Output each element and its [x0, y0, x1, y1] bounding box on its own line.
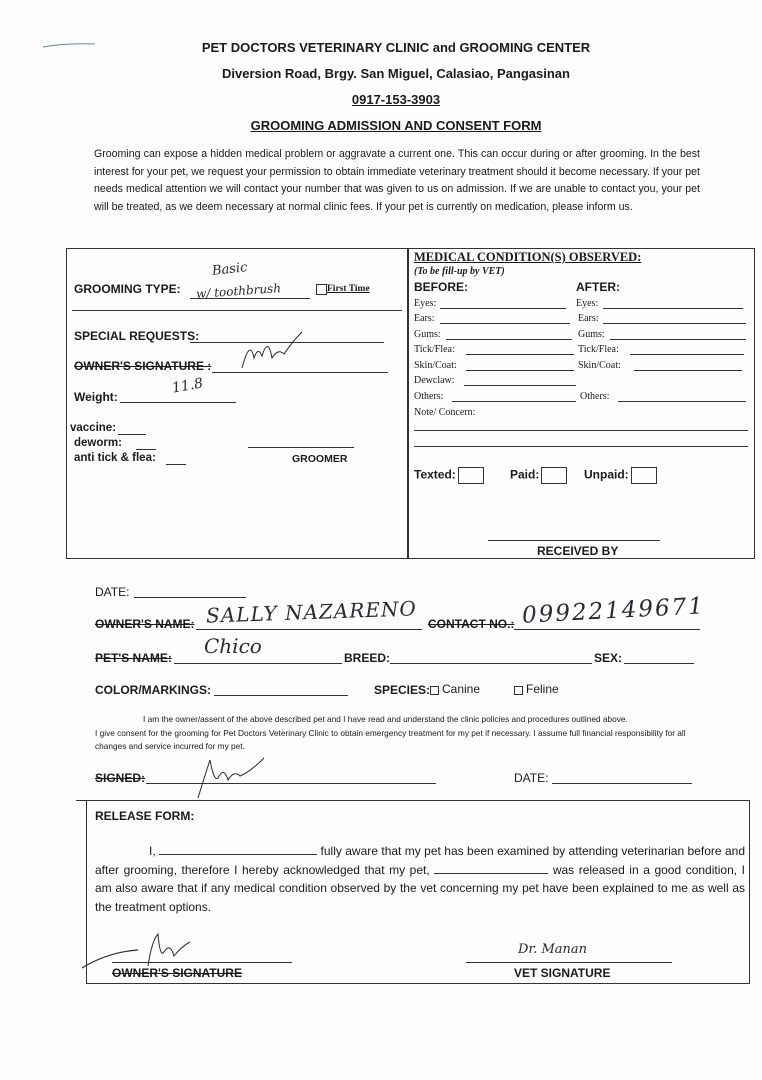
color-line[interactable]: [214, 695, 348, 696]
before-eyes-label: Eyes:: [414, 298, 437, 309]
vet-sig-line[interactable]: [466, 962, 672, 963]
received-by-line[interactable]: [488, 540, 660, 541]
after-skin-label: Skin/Coat:: [578, 360, 621, 371]
signed-label: SIGNED:: [95, 771, 146, 785]
contact-value[interactable]: 09922149671: [521, 593, 706, 629]
feline-label: Feline: [526, 682, 559, 696]
release-title: RELEASE FORM:: [95, 809, 195, 823]
after-ears-label: Ears:: [578, 313, 599, 324]
after-tick-line[interactable]: [630, 354, 744, 355]
deworm-line[interactable]: [136, 449, 156, 450]
vaccine-label: vaccine:: [70, 422, 117, 434]
grooming-type-value-2[interactable]: w/ toothbrush: [195, 281, 282, 301]
after-eyes-line[interactable]: [603, 308, 743, 309]
grooming-type-label: GROOMING TYPE:: [74, 282, 181, 296]
first-time-checkbox[interactable]: [316, 284, 327, 295]
anti-tick-line[interactable]: [166, 464, 186, 465]
vaccine-line[interactable]: [118, 434, 146, 435]
breed-line[interactable]: [390, 663, 592, 664]
date2-line[interactable]: [552, 783, 692, 784]
unpaid-checkbox[interactable]: [631, 467, 657, 484]
after-tick-label: Tick/Flea:: [578, 344, 619, 355]
groomer-line[interactable]: [248, 447, 354, 448]
signed-line[interactable]: [146, 783, 436, 784]
after-others-line[interactable]: [618, 401, 746, 402]
owner-name-label: OWNER'S NAME:: [95, 617, 195, 631]
anti-tick-label: anti tick & flea:: [74, 452, 156, 464]
before-dewclaw-label: Dewclaw:: [414, 375, 455, 386]
feline-checkbox[interactable]: [514, 686, 523, 695]
medical-title: MEDICAL CONDITION(S) OBSERVED:: [414, 250, 642, 264]
first-time-label: First Time: [327, 284, 370, 294]
intro-paragraph: Grooming can expose a hidden medical problem or aggravate a current one. This can occur during or after grooming. In the best interest for your pet, we request your permission to obtain immediate veterinary treatment should it become necessary. If your pet needs medical attention we will contact your number that was given to us on admission. If we are unable to contact you, your pet will be treated, as we deem necessary at normal clinic fees. If your pet is currently on medication, please inform us.: [94, 148, 700, 213]
after-skin-line[interactable]: [634, 370, 742, 371]
before-gums-label: Gums:: [414, 329, 441, 340]
texted-label: Texted:: [414, 467, 484, 484]
note-line-1[interactable]: [414, 430, 748, 431]
before-dewclaw-line[interactable]: [464, 385, 576, 386]
clinic-address: Diversion Road, Brgy. San Miguel, Calasiao, Pangasinan: [222, 66, 570, 81]
after-ears-line[interactable]: [603, 323, 746, 324]
before-label: BEFORE:: [414, 280, 468, 294]
after-eyes-label: Eyes:: [576, 298, 599, 309]
canine-label: Canine: [442, 682, 481, 696]
owner-signature-scribble: [232, 328, 312, 378]
before-others-line[interactable]: [452, 401, 576, 402]
groomer-label: GROOMER: [292, 453, 348, 465]
after-gums-line[interactable]: [610, 339, 746, 340]
special-requests-label: SPECIAL REQUESTS:: [74, 329, 200, 343]
form-title: GROOMING ADMISSION AND CONSENT FORM: [250, 118, 542, 133]
contact-label: CONTACT NO.:: [428, 617, 515, 631]
paid-checkbox[interactable]: [541, 467, 567, 484]
before-tick-line[interactable]: [466, 354, 574, 355]
note-line-2[interactable]: [414, 446, 748, 447]
release-owner-sig-label: OWNER'S SIGNATURE: [112, 966, 242, 980]
before-others-label: Others:: [414, 391, 444, 402]
texted-checkbox[interactable]: [458, 467, 484, 484]
before-gums-line[interactable]: [446, 339, 572, 340]
vet-sig-label: VET SIGNATURE: [514, 966, 611, 980]
date-line[interactable]: [134, 597, 246, 598]
consent-line-1: I am the owner/assent of the above described pet and I have read and understand the clinic policies and procedures outlined above.: [143, 714, 628, 724]
owner-name-value[interactable]: SALLY NAZARENO: [205, 596, 418, 628]
clinic-name: PET DOCTORS VETERINARY CLINIC and GROOMING CENTER: [201, 40, 591, 55]
owner-name-line: [196, 629, 422, 630]
before-tick-label: Tick/Flea:: [414, 344, 455, 355]
breed-label: BREED:: [344, 651, 391, 665]
date-label: DATE:: [95, 585, 130, 599]
before-skin-line[interactable]: [466, 370, 574, 371]
box-divider: [407, 248, 409, 559]
date2-label: DATE:: [514, 771, 549, 785]
pet-name-line: [174, 663, 342, 664]
grooming-type-value-1[interactable]: Basic: [211, 260, 249, 279]
medical-subtitle: (To be fill-up by VET): [414, 266, 505, 277]
grooming-type-line: [190, 298, 310, 299]
before-skin-label: Skin/Coat:: [414, 360, 457, 371]
note-label: Note/ Concern:: [414, 407, 476, 418]
pet-name-label: PET'S NAME:: [95, 651, 172, 665]
clinic-phone: 0917-153-3903: [351, 92, 441, 107]
pet-name-value[interactable]: Chico: [204, 634, 262, 658]
after-gums-label: Gums:: [578, 329, 605, 340]
vet-signature-value: Dr. Manan: [518, 942, 588, 957]
unpaid-label: Unpaid:: [584, 467, 657, 484]
consent-line-2: I give consent for the grooming for Pet Doctors Veterinary Clinic to obtain emergency treatment for my pet if necessary. I assume full financial responsibility for all changes and service incurred for my pet.: [95, 728, 686, 751]
color-label: COLOR/MARKINGS:: [95, 683, 211, 697]
weight-line: [120, 402, 236, 403]
paid-label: Paid:: [510, 467, 567, 484]
after-label: AFTER:: [576, 280, 620, 294]
before-ears-label: Ears:: [414, 313, 435, 324]
received-by-label: RECEIVED BY: [537, 544, 619, 558]
species-label: SPECIES:: [374, 683, 431, 697]
weight-value[interactable]: 11.8: [170, 375, 205, 397]
signed-scribble: [192, 752, 272, 802]
sex-label: SEX:: [594, 651, 623, 665]
contact-line: [514, 629, 700, 630]
grooming-type-line-2: [72, 310, 402, 311]
before-ears-line[interactable]: [440, 323, 570, 324]
canine-checkbox[interactable]: [430, 686, 439, 695]
owner-signature-label: OWNER'S SIGNATURE :: [74, 359, 212, 373]
release-paragraph: I, fully aware that my pet has been examined by attending veterinarian before and after grooming, therefore I hereby acknowledged that my pet, was released in a good condition, I am also aware that if any medical condition observed by the vet concerning my pet have been explained to me as well as the treatment options.: [95, 844, 745, 914]
deworm-label: deworm:: [74, 437, 122, 449]
after-others-label: Others:: [580, 391, 610, 402]
before-eyes-line[interactable]: [440, 308, 566, 309]
weight-label: Weight:: [74, 390, 118, 404]
sex-line[interactable]: [624, 663, 694, 664]
